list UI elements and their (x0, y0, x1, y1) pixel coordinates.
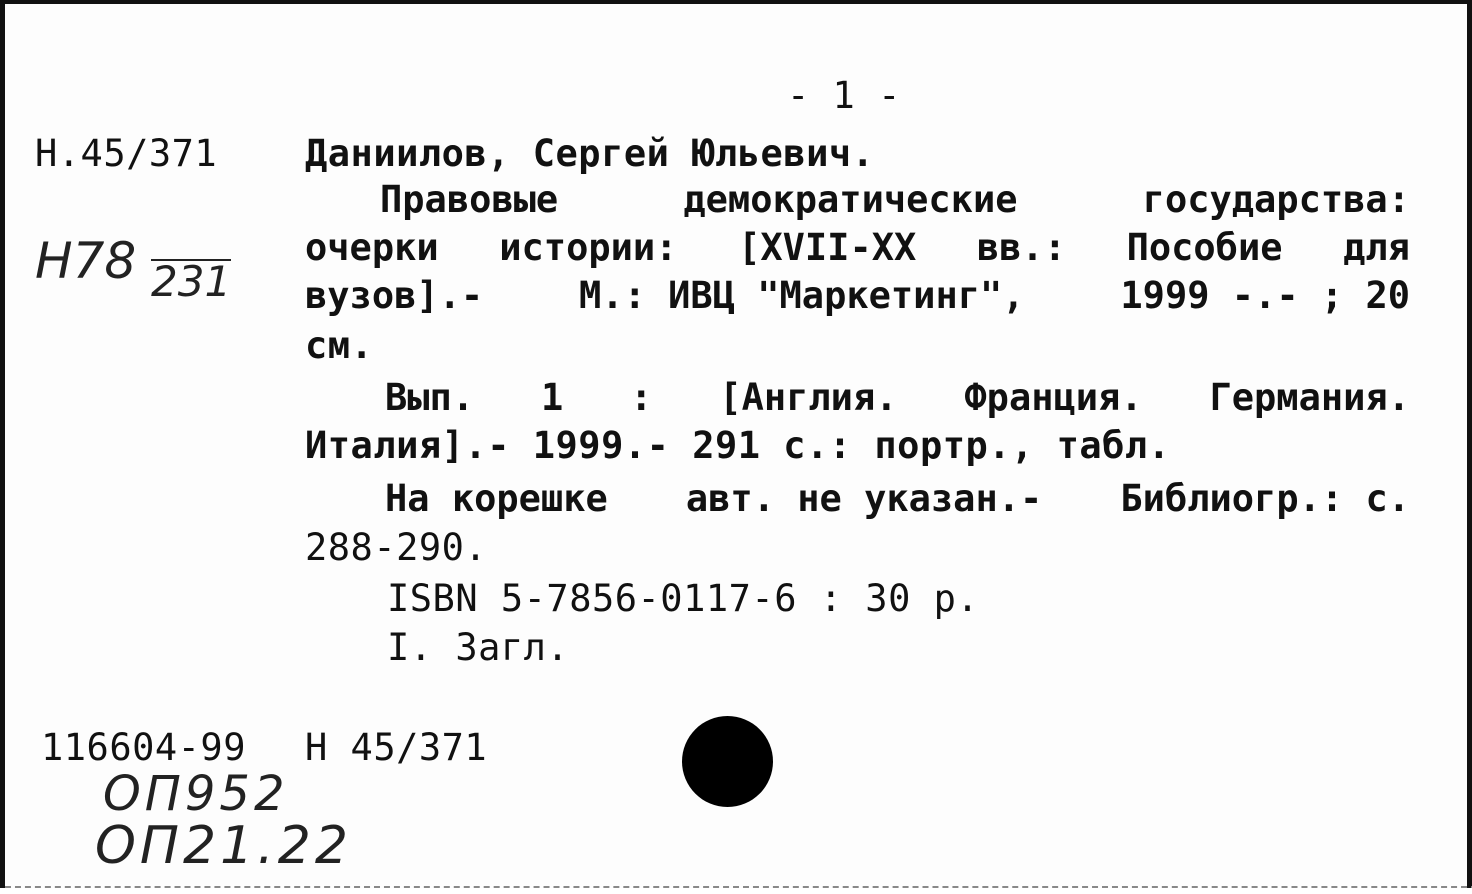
handwritten-note-1: ОП952 (103, 766, 289, 822)
volume-word: Франция. (964, 376, 1143, 419)
handwritten-code-top-main: Н78 (35, 232, 137, 290)
volume-word: [Англия. (719, 376, 898, 419)
title-word: истории: (499, 226, 678, 269)
volume-word: Вып. (385, 376, 475, 419)
title-line-3 (305, 274, 1410, 317)
title-word: Правовые (380, 178, 559, 221)
call-number-top: Н.45/371 (35, 132, 218, 175)
volume-line (385, 376, 1410, 419)
author-heading: Даниилов, Сергей Юльевич. (305, 132, 875, 175)
call-number-bottom: Н 45/371 (305, 726, 488, 769)
note-word: На корешке (385, 477, 608, 520)
title-word: вузов].- (305, 274, 484, 317)
volume-word: Германия. (1209, 376, 1410, 419)
title-line-2 (305, 226, 1410, 269)
title-word: Пособие (1126, 226, 1283, 269)
title-line-1 (380, 178, 1410, 221)
title-word: демократические (683, 178, 1018, 221)
title-line-4: см. (305, 324, 374, 367)
title-word: очерки (305, 226, 439, 269)
handwritten-note-2: ОП21.22 (95, 816, 352, 876)
volume-continuation: Италия].- 1999.- 291 с.: портр., табл. (305, 424, 1171, 467)
handwritten-code-top-sub: 231 (151, 257, 232, 306)
volume-word: : (630, 376, 653, 419)
inventory-number: 116604-99 (41, 726, 246, 769)
title-word: М.: ИВЦ "Маркетинг", (579, 274, 1025, 317)
title-word: государства: (1142, 178, 1410, 221)
note-word: авт. не указан.- (685, 477, 1043, 520)
card-bottom-edge (5, 886, 1472, 894)
heading-line: I. Загл. (387, 626, 570, 669)
title-word: для (1343, 226, 1410, 269)
page-number: - 1 - (787, 74, 901, 117)
title-word: вв.: (976, 226, 1066, 269)
volume-word: 1 (540, 376, 564, 419)
isbn-line: ISBN 5-7856-0117-6 : 30 р. (387, 577, 980, 620)
title-word: 1999 -.- ; 20 (1120, 274, 1410, 317)
note-word: Библиогр.: с. (1120, 477, 1410, 520)
note-continuation: 288-290. (305, 526, 488, 569)
note-line (385, 477, 1410, 520)
title-word: [XVII-XX (738, 226, 917, 269)
punch-hole (682, 716, 773, 807)
